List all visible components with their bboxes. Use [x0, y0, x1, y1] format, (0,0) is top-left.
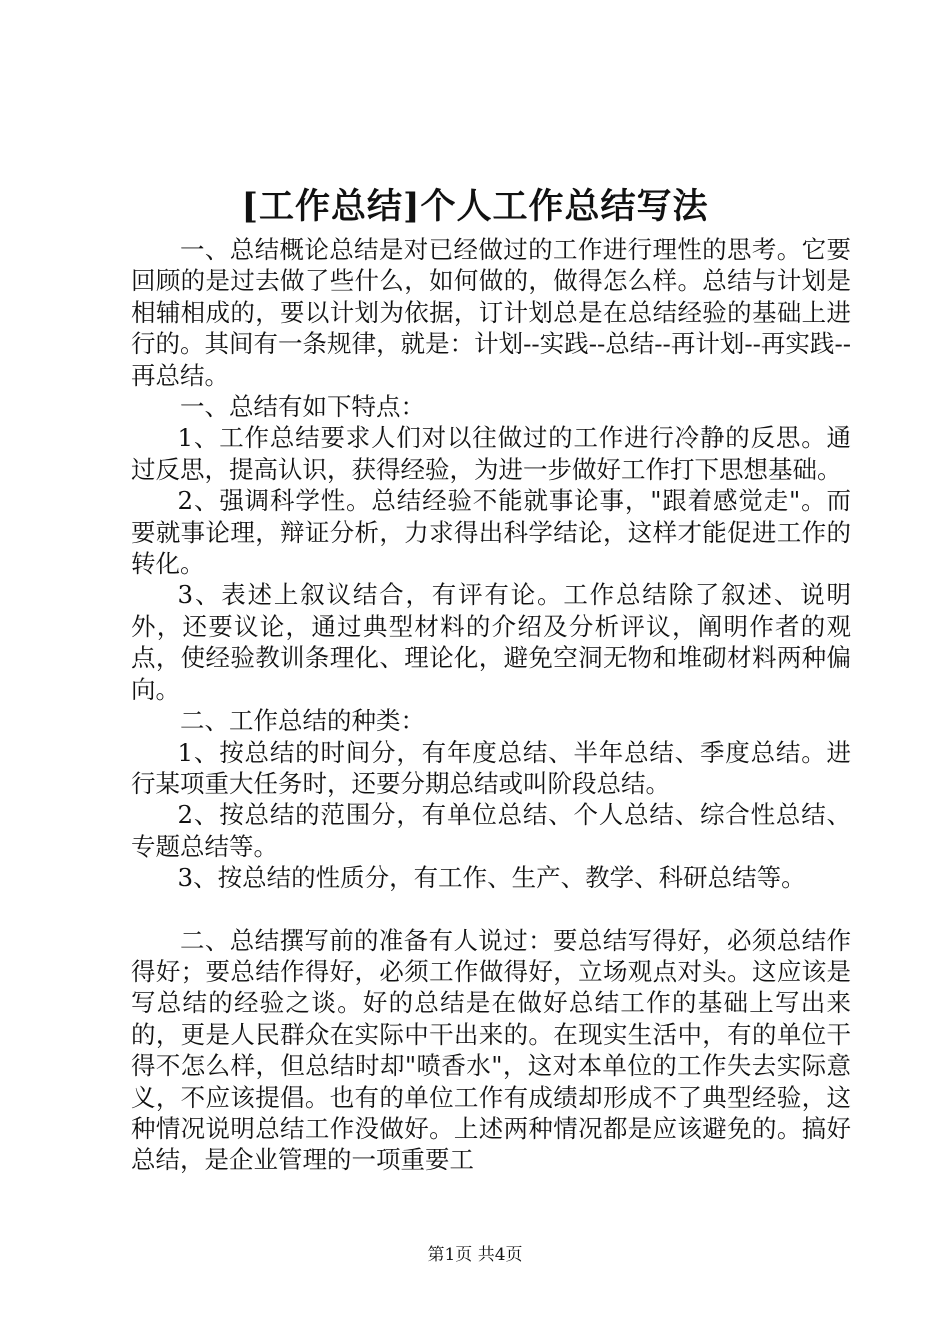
paragraph-feature-1: 1、工作总结要求人们对以往做过的工作进行冷静的反思。通过反思，提高认识，获得经验，为进一步做好工作打下思想基础。	[131, 423, 851, 484]
page-footer: 第1页 共4页	[427, 1245, 523, 1265]
document-title: [工作总结]个人工作总结写法	[241, 186, 709, 227]
paragraph-features-heading: 一、总结有如下特点：	[180, 392, 425, 422]
paragraph-feature-3: 3、表述上叙议结合，有评有论。工作总结除了叙述、说明外，还要议论，通过典型材料的介绍及分析评议，阐明作者的观点，使经验教训条理化、理论化，避免空洞无物和堆砌材料两种偏向。	[131, 580, 851, 704]
paragraph-types-heading: 二、工作总结的种类：	[180, 706, 425, 736]
paragraph-type-3: 3、按总结的性质分，有工作、生产、教学、科研总结等。	[177, 863, 806, 893]
paragraph-type-1: 1、按总结的时间分，有年度总结、半年总结、季度总结。进行某项重大任务时，还要分期总结或叫阶段总结。	[131, 737, 851, 798]
paragraph-feature-2: 2、强调科学性。总结经验不能就事论事，"跟着感觉走"。而要就事论理，辩证分析，力求得出科学结论，这样才能促进工作的转化。	[131, 486, 851, 579]
paragraph-preparation: 二、总结撰写前的准备有人说过：要总结写得好，必须总结作得好；要总结作得好，必须工作做得好，立场观点对头。这应该是写总结的经验之谈。好的总结是在做好总结工作的基础上写出来的，更是人民群众在实际中干出来的。在现实生活中，有的单位干得不怎么样，但总结时却"喷香水"，这对本单位的工作失去实际意义，不应该提倡。也有的单位工作有成绩却形成不了典型经验，这种情况说明总结工作没做好。上述两种情况都是应该避免的。搞好总结，是企业管理的一项重要工	[131, 925, 851, 1175]
paragraph-type-2: 2、按总结的范围分，有单位总结、个人总结、综合性总结、专题总结等。	[131, 800, 851, 861]
paragraph-overview: 一、总结概论总结是对已经做过的工作进行理性的思考。它要回顾的是过去做了些什么，如何做的，做得怎么样。总结与计划是相辅相成的，要以计划为依据，订计划总是在总结经验的基础上进行的。其间有一条规律，就是：计划--实践--总结--再计划--再实践--再总结。	[131, 235, 851, 390]
document-body	[131, 234, 851, 1176]
